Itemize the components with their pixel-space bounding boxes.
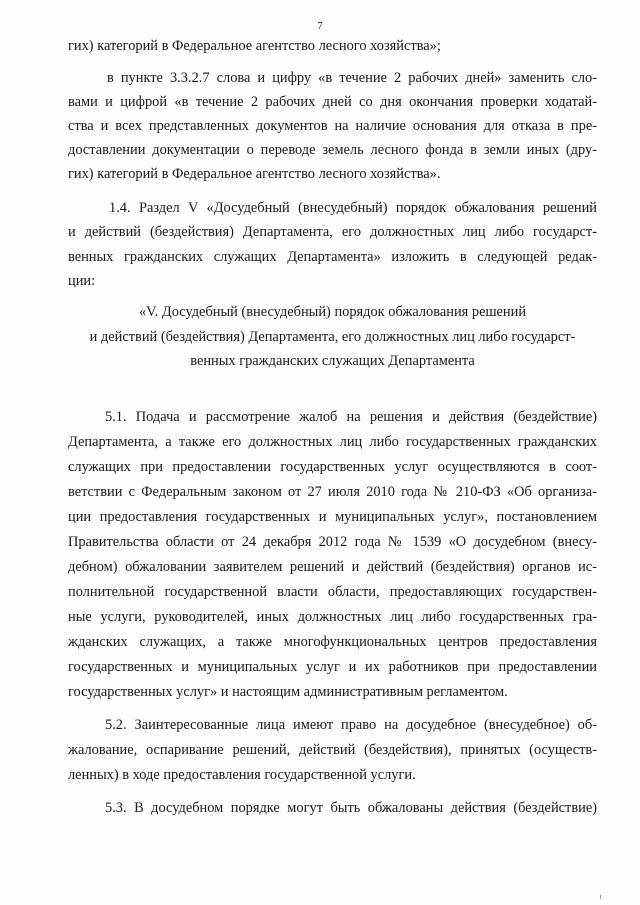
scan-mark	[600, 895, 601, 899]
text-line: 1.4. Раздел V «Досудебный (внесудебный) порядок обжалования решений	[109, 200, 597, 216]
text-line: гих) категорий в Федеральное агентство лесного хозяйства».	[68, 166, 441, 182]
text-line: жалование, оспаривание решений, действий (бездействия), принятых (осуществ-	[68, 742, 597, 758]
page-number: 7	[317, 20, 323, 32]
text-line: ции предоставления государственных и муниципальных услуг», постановлением	[68, 509, 597, 525]
text-line: ветствии с Федеральным законом от 27 июля 2010 года № 210-ФЗ «Об организа-	[68, 484, 597, 500]
text-line: 5.2. Заинтересованные лица имеют право на досудебное (внесудебное) об-	[105, 717, 597, 733]
text-line: венных гражданских служащих Департамента» изложить в следующей редак-	[68, 249, 597, 265]
section-heading-line: венных гражданских служащих Департамента	[190, 353, 475, 369]
text-line: 5.1. Подача и рассмотрение жалоб на решения и действия (бездействие)	[105, 409, 597, 425]
text-line: дебном) обжаловании заявителем решений и действий (бездействия) органов ис-	[68, 559, 597, 575]
text-line: жданских служащих, а также многофункциональных центров предоставления	[68, 634, 597, 650]
text-line: государственных услуг» и настоящим административным регламентом.	[68, 684, 508, 700]
text-line: ции:	[68, 273, 96, 289]
text-line: ства и всех представленных документов на наличие основания для отказа в пре-	[68, 118, 597, 134]
text-line: ные услуги, руководителей, иных должностных лиц либо государственных гра-	[68, 609, 597, 625]
text-line: ленных) в ходе предоставления государственной услуги.	[68, 767, 416, 783]
text-line: вами и цифрой «в течение 2 рабочих дней со дня окончания проверки ходатай-	[68, 94, 597, 110]
text-line: 5.3. В досудебном порядке могут быть обжалованы действия (бездействие)	[105, 800, 597, 816]
text-line: государственных и муниципальных услуг и их работников при предоставлении	[68, 659, 597, 675]
text-line: доставлении документации о переводе земель лесного фонда в земли иных (дру-	[68, 142, 597, 158]
text-line: служащих при предоставлении государственных услуг осуществляются в соот-	[68, 459, 597, 475]
text-line: Департамента, а также его должностных лиц либо государственных гражданских	[68, 434, 597, 450]
text-line: в пункте 3.3.2.7 слова и цифру «в течение 2 рабочих дней» заменить сло-	[107, 70, 597, 86]
text-line: Правительства области от 24 декабря 2012 года № 1539 «О досудебном (внесу-	[68, 534, 597, 550]
text-line: и действий (бездействия) Департамента, его должностных лиц либо государст-	[68, 224, 597, 240]
text-line: гих) категорий в Федеральное агентство лесного хозяйства»;	[68, 38, 441, 54]
section-heading-line: «V. Досудебный (внесудебный) порядок обжалования решений	[138, 304, 527, 320]
text-line: полнительной государственной власти области, предоставляющих государствен-	[68, 584, 597, 600]
section-heading-line: и действий (бездействия) Департамента, его должностных лиц либо государст-	[89, 329, 576, 345]
